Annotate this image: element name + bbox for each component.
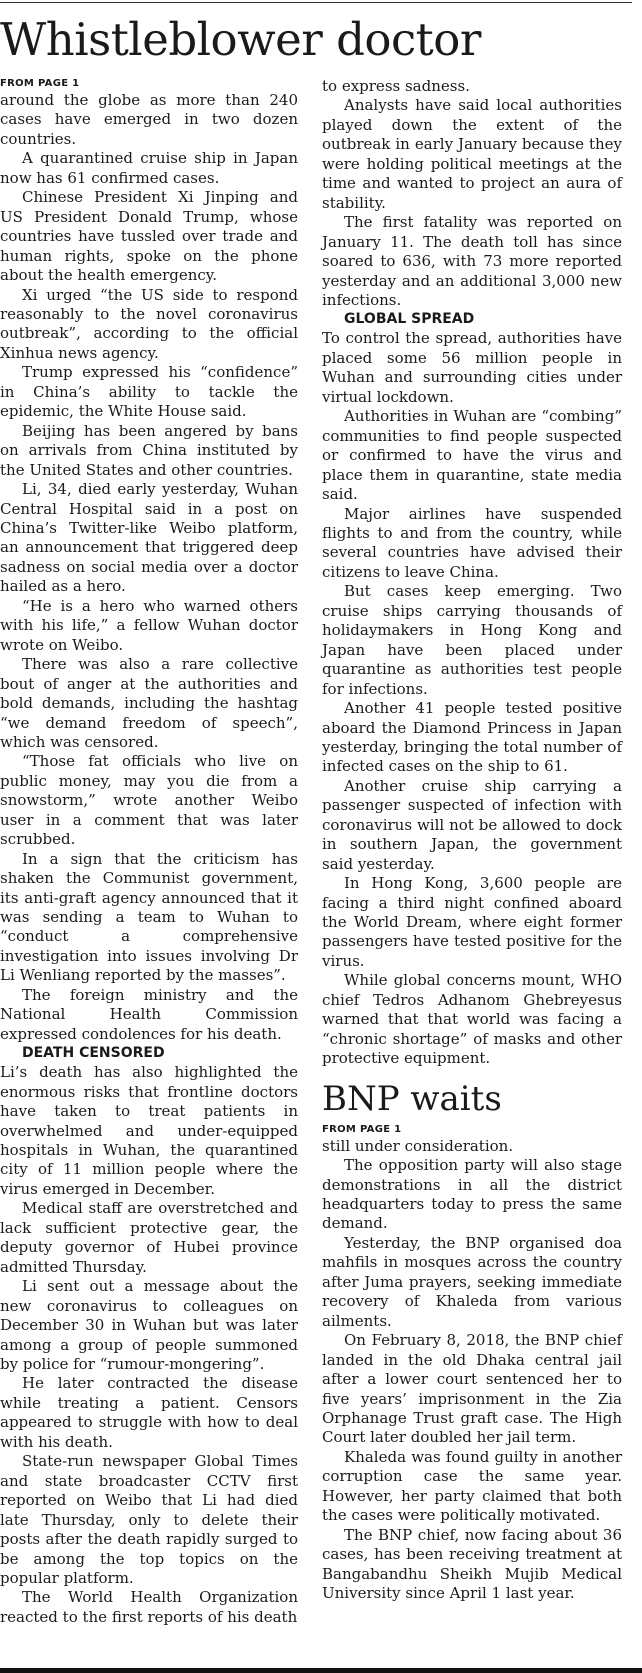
paragraph: The foreign ministry and the National Health Commission expressed condolences for his death. [0, 985, 298, 1043]
paragraph: Another cruise ship carrying a passenger suspected of infection with coronavirus will not be allowed to dock in southern Japan, the government said yesterday. [322, 776, 622, 873]
paragraph: State-run newspaper Global Times and state broadcaster CCTV first reported on Weibo that Li had died late Thursday, only to delete their posts after the death rapidly surged to be among the top topics on the popular platform. [0, 1452, 298, 1587]
subhead-global-spread: GLOBAL SPREAD [344, 311, 475, 328]
bottom-rule [0, 1668, 642, 1673]
paragraph: Xi urged “the US side to respond reasonably to the novel coronavirus outbreak”, according to the official Xinhua news agency. [0, 285, 298, 362]
paragraph: To control the spread, authorities have placed some 56 million people in Wuhan and surrounding cities under virtual lockdown. [322, 329, 622, 406]
top-rule [0, 2, 632, 3]
paragraph: Medical staff are overstretched and lack sufficient protective gear, the deputy governor of Hubei province admitted Thursday. [0, 1199, 298, 1276]
paragraph: In Hong Kong, 3,600 people are facing a third night confined aboard the World Dream, where eight former passengers have tested positive for the virus. [322, 874, 622, 970]
paragraph: still under consideration. [322, 1136, 514, 1155]
paragraph: Chinese President Xi Jinping and US President Donald Trump, whose countries have tussled over trade and human rights, spoke on the phone about the health emergency. [0, 188, 298, 285]
paragraph: The BNP chief, now facing about 36 cases, has been receiving treatment at Bangabandhu Sheikh Mujib Medical University since April 1 last year. [322, 1525, 622, 1603]
paragraph: The opposition party will also stage demonstrations in all the district headquarters today to press the same demand. [322, 1156, 622, 1233]
headline-whistleblower: Whistleblower doctor [0, 13, 481, 66]
paragraph: Analysts have said local authorities played down the extent of the outbreak in early January because they were holding political meetings at the time and wanted to project an aura of stability. [322, 96, 622, 212]
paragraph: There was also a rare collective bout of anger at the authorities and bold demands, including the hashtag “we demand freedom of speech”, which was censored. [0, 655, 298, 751]
paragraph: The World Health Organization reacted to the first reports of his death [0, 1588, 298, 1626]
headline-bnp-waits: BNP waits [322, 1078, 502, 1119]
paragraph: Li, 34, died early yesterday, Wuhan Central Hospital said in a post on China’s Twitter-like Weibo platform, an announcement that triggered deep sadness on social media over a doctor hailed as a hero. [0, 480, 298, 596]
paragraph: In a sign that the criticism has shaken the Communist government, its anti-graft agency announced that it was sending a team to Wuhan to “conduct a comprehensive investigation into issues involving Dr Li Wenliang reported by the masses”. [0, 849, 298, 985]
paragraph: around the globe as more than 240 cases have emerged in two dozen countries. [0, 91, 298, 148]
paragraph: The first fatality was reported on January 11. The death toll has since soared to 636, with 73 more reported yesterday and an additional 3,000 new infections. [322, 213, 622, 309]
paragraph: “Those fat officials who live on public money, may you die from a snowstorm,” wrote another Weibo user in a comment that was later scrubbed. [0, 752, 298, 849]
paragraph: Khaleda was found guilty in another corruption case the same year. However, her party claimed that both the cases were politically motivated. [322, 1447, 622, 1525]
paragraph: Yesterday, the BNP organised doa mahfils in mosques across the country after Juma prayers, seeking immediate recovery of Khaleda from various ailments. [322, 1233, 622, 1330]
paragraph: Li’s death has also highlighted the enormous risks that frontline doctors have taken to treat patients in overwhelmed and under-equipped hospitals in Wuhan, the quarantined city of 11 million people where the virus emerged in December. [0, 1063, 298, 1198]
paragraph: But cases keep emerging. Two cruise ships carrying thousands of holidaymakers in Hong Kong and Japan have been placed under quarantine as authorities test people for infections. [322, 582, 622, 698]
paragraph: Major airlines have suspended flights to and from the country, while several countries have advised their citizens to leave China. [322, 504, 622, 581]
paragraph: While global concerns mount, WHO chief Tedros Adhanom Ghebreyesus warned that that world was facing a “chronic shortage” of masks and other protective equipment. [322, 971, 622, 1068]
paragraph: He later contracted the disease while treating a patient. Censors appeared to struggle with how to deal with his death. [0, 1374, 298, 1451]
paragraph: Authorities in Wuhan are “combing” communities to find people suspected or confirmed to have the virus and place them in quarantine, state media said. [322, 407, 622, 504]
from-page-label: FROM PAGE 1 [0, 78, 80, 89]
subhead-death-censored: DEATH CENSORED [22, 1045, 165, 1062]
paragraph: Another 41 people tested positive aboard the Diamond Princess in Japan yesterday, bringing the total number of infected cases on the ship to 61. [322, 699, 622, 776]
paragraph: to express sadness. [322, 77, 470, 95]
paragraph: On February 8, 2018, the BNP chief landed in the old Dhaka central jail after a lower court sentenced her to five years’ imprisonment in the Zia Orphanage Trust graft case. The High Court later doubled her jail term. [322, 1331, 622, 1447]
paragraph: Beijing has been angered by bans on arrivals from China instituted by the United States and other countries. [0, 421, 298, 479]
paragraph: “He is a hero who warned others with his life,” a fellow Wuhan doctor wrote on Weibo. [0, 596, 298, 654]
paragraph: Trump expressed his “confidence” in China’s ability to tackle the epidemic, the White House said. [0, 363, 298, 421]
column-right [322, 77, 622, 1604]
from-page-label: FROM PAGE 1 [322, 1123, 402, 1135]
paragraph: Li sent out a message about the new coronavirus to colleagues on December 30 in Wuhan but was later among a group of people summoned by police for “rumour-mongering”. [0, 1277, 298, 1373]
paragraph: A quarantined cruise ship in Japan now has 61 confirmed cases. [0, 149, 298, 187]
column-left [0, 77, 298, 1627]
